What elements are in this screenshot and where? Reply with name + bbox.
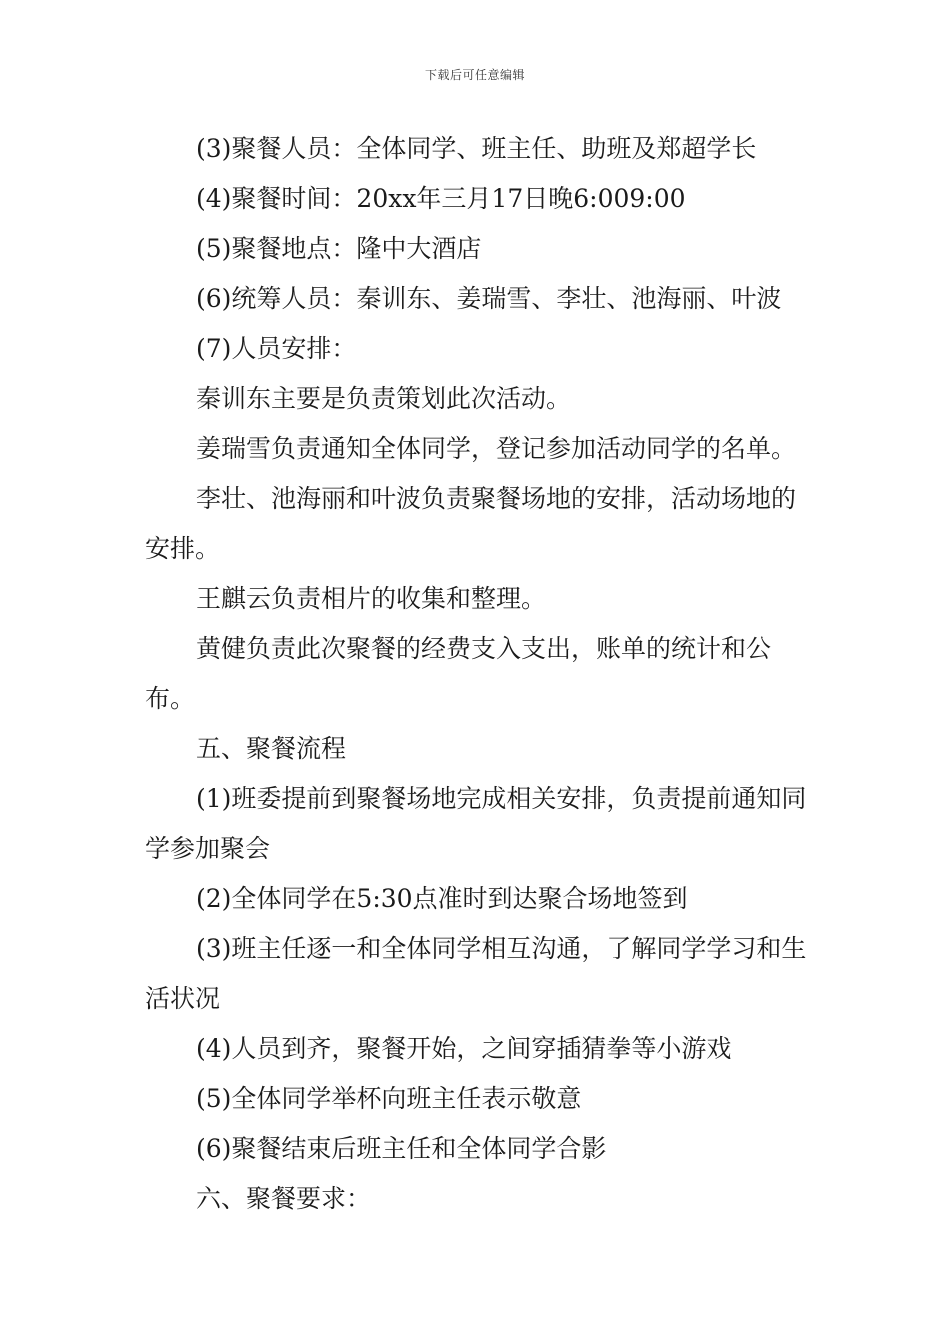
paragraph-process-3: (3)班主任逐一和全体同学相互沟通，了解同学学习和生活状况 xyxy=(145,934,807,1013)
paragraph-notification: 姜瑞雪负责通知全体同学，登记参加活动同学的名单。 xyxy=(196,434,797,463)
paragraph-venue: 李壮、池海丽和叶波负责聚餐场地的安排，活动场地的安排。 xyxy=(145,484,797,563)
section-heading-requirements: 六、聚餐要求： xyxy=(196,1184,372,1213)
section-heading-process: 五、聚餐流程 xyxy=(196,734,347,763)
paragraph-coordinators: (6)统筹人员：秦训东、姜瑞雪、李壮、池海丽、叶波 xyxy=(196,284,782,313)
paragraph-finance: 黄健负责此次聚餐的经费支入支出，账单的统计和公布。 xyxy=(145,634,772,713)
paragraph-process-5: (5)全体同学举杯向班主任表示敬意 xyxy=(196,1084,582,1113)
document-body xyxy=(145,124,810,1224)
paragraph-process-4: (4)人员到齐，聚餐开始，之间穿插猜拳等小游戏 xyxy=(196,1034,732,1063)
paragraph-process-6: (6)聚餐结束后班主任和全体同学合影 xyxy=(196,1134,607,1163)
paragraph-planning: 秦训东主要是负责策划此次活动。 xyxy=(196,384,572,413)
paragraph-time: (4)聚餐时间：20xx年三月17日晚6:009:00 xyxy=(196,184,686,213)
paragraph-process-1: (1)班委提前到聚餐场地完成相关安排，负责提前通知同学参加聚会 xyxy=(145,784,807,863)
paragraph-location: (5)聚餐地点：隆中大酒店 xyxy=(196,234,482,263)
page-header-note: 下载后可任意编辑 xyxy=(424,68,525,82)
paragraph-photos: 王麒云负责相片的收集和整理。 xyxy=(196,584,547,613)
paragraph-staff-heading: (7)人员安排： xyxy=(196,334,357,363)
paragraph-attendees: (3)聚餐人员：全体同学、班主任、助班及郑超学长 xyxy=(196,134,757,163)
paragraph-process-2: (2)全体同学在5:30点准时到达聚合场地签到 xyxy=(196,884,688,913)
